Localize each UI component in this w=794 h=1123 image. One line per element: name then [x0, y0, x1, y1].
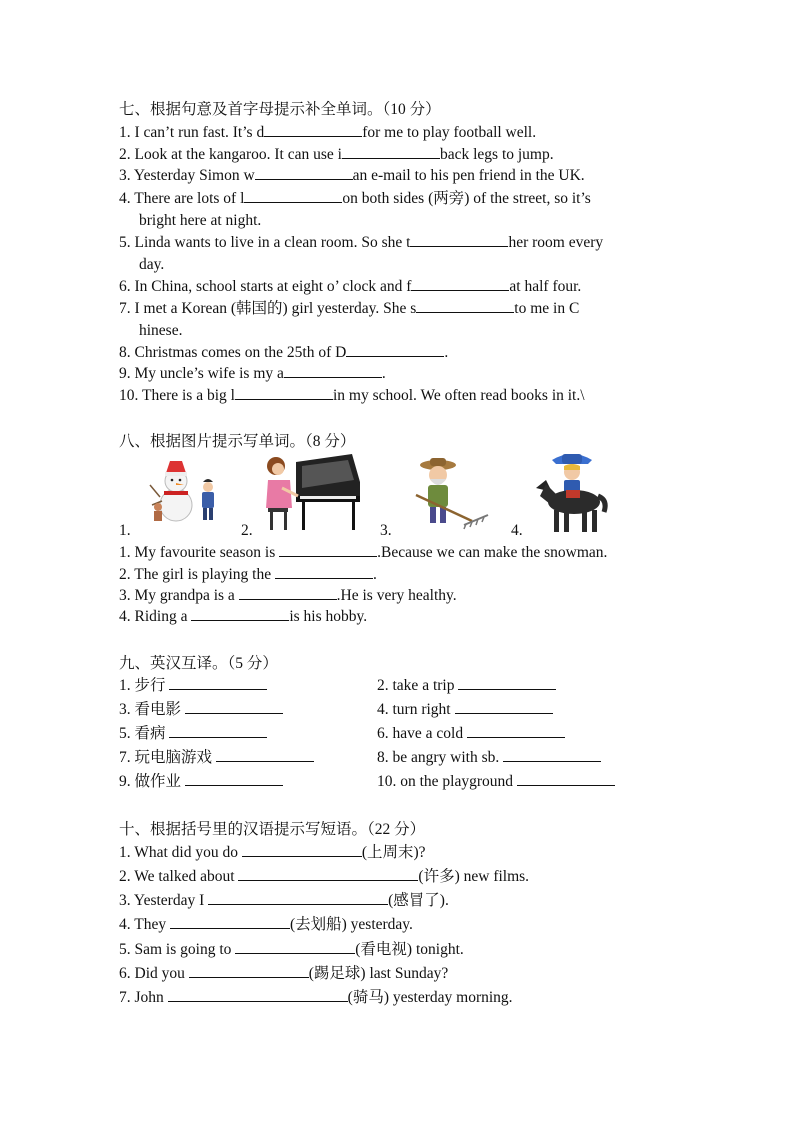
- s7-item-8: [119, 342, 448, 363]
- answer-blank[interactable]: [255, 165, 353, 180]
- answer-blank[interactable]: [416, 298, 514, 313]
- answer-blank[interactable]: [242, 842, 362, 857]
- s9-right-2: [377, 675, 556, 696]
- s7-item-5-pre: 5. Linda wants to live in a clean room. So she t: [119, 234, 411, 251]
- s10-item-1-post: (上周末)?: [361, 844, 426, 861]
- piano-girl-picture: [262, 452, 364, 534]
- s9-left-1: [119, 675, 267, 696]
- section10-title: 十、根据括号里的汉语提示写短语。（22 分）: [119, 821, 426, 838]
- s8-item-2: [119, 564, 377, 585]
- s7-item-5: [119, 232, 603, 253]
- answer-blank[interactable]: [264, 122, 362, 137]
- s7-item-8-pre: 8. Christmas comes on the 25th of D: [119, 344, 347, 361]
- s7-item-4: [119, 188, 591, 209]
- answer-blank[interactable]: [467, 723, 565, 738]
- s7-item-6-pre: 6. In China, school starts at eight o’ clock and f: [119, 278, 412, 295]
- s10-item-4-pre: 4. They: [119, 916, 170, 933]
- answer-blank[interactable]: [169, 675, 267, 690]
- s9-left-9-text: 9. 做作业: [119, 773, 185, 790]
- s7-item-9-post: .: [381, 365, 386, 382]
- s9-right-6-text: 6. have a cold: [377, 725, 467, 742]
- s10-item-7-pre: 7. John: [119, 989, 168, 1006]
- s10-item-2-post: (许多) new films.: [418, 868, 530, 885]
- s7-item-6-post: at half four.: [509, 278, 582, 295]
- answer-blank[interactable]: [279, 542, 377, 557]
- s8-item-1-pre: 1. My favourite season is: [119, 544, 280, 561]
- answer-blank[interactable]: [455, 699, 553, 714]
- s10-item-7: [119, 987, 513, 1008]
- s10-item-1-pre: 1. What did you do: [119, 844, 242, 861]
- s9-right-2-text: 2. take a trip: [377, 677, 459, 694]
- s7-item-9: [119, 363, 386, 384]
- s9-right-10-text: 10. on the playground: [377, 773, 517, 790]
- picture-number-3: 3.: [380, 522, 392, 539]
- s10-item-5-post: (看电视) tonight.: [355, 941, 464, 958]
- s7-item-3-pre: 3. Yesterday Simon w: [119, 167, 255, 184]
- s7-item-4-post: on both sides (两旁) of the street, so it’s: [342, 190, 591, 207]
- s10-item-7-post: (骑马) yesterday morning.: [347, 989, 513, 1006]
- s9-left-5: [119, 723, 267, 744]
- s8-item-2-pre: 2. The girl is playing the: [119, 566, 275, 583]
- answer-blank[interactable]: [238, 866, 418, 881]
- answer-blank[interactable]: [342, 144, 440, 159]
- answer-blank[interactable]: [503, 747, 601, 762]
- s9-right-10: [377, 771, 615, 792]
- s9-left-7-text: 7. 玩电脑游戏: [119, 749, 216, 766]
- answer-blank[interactable]: [284, 363, 382, 378]
- s8-item-4-post: is his hobby.: [289, 608, 368, 625]
- s9-left-7: [119, 747, 314, 768]
- s7-item-2-pre: 2. Look at the kangaroo. It can use i: [119, 146, 342, 163]
- answer-blank[interactable]: [517, 771, 615, 786]
- answer-blank[interactable]: [185, 699, 283, 714]
- answer-blank[interactable]: [208, 890, 388, 905]
- answer-blank[interactable]: [411, 276, 509, 291]
- s10-item-4: [119, 914, 413, 935]
- s7-item-2-post: back legs to jump.: [439, 146, 554, 163]
- snowman-picture: [146, 455, 228, 525]
- s8-item-1: [119, 542, 607, 563]
- s7-item-4-cont: bright here at night.: [139, 212, 262, 229]
- s9-left-3-text: 3. 看电影: [119, 701, 185, 718]
- answer-blank[interactable]: [168, 987, 348, 1002]
- s9-left-5-text: 5. 看病: [119, 725, 170, 742]
- s7-item-5-post: her room every: [508, 234, 604, 251]
- s7-item-4-pre: 4. There are lots of l: [119, 190, 245, 207]
- section7-title: 七、根据句意及首字母提示补全单词。（10 分）: [119, 101, 441, 118]
- answer-blank[interactable]: [170, 914, 290, 929]
- s9-left-9: [119, 771, 283, 792]
- horse-rider-picture: [532, 450, 612, 536]
- s7-item-7-cont: hinese.: [139, 322, 183, 339]
- s7-item-2: [119, 144, 554, 165]
- s10-item-5: [119, 939, 464, 960]
- answer-blank[interactable]: [235, 385, 333, 400]
- s7-item-1: [119, 122, 536, 143]
- s8-item-3-post: .He is very healthy.: [336, 587, 457, 604]
- answer-blank[interactable]: [185, 771, 283, 786]
- section8-title: 八、根据图片提示写单词。（8 分）: [119, 433, 356, 450]
- picture-number-1: 1.: [119, 522, 131, 539]
- s10-item-1: [119, 842, 426, 863]
- s7-item-5-cont: day.: [139, 256, 165, 273]
- s7-item-1-post: for me to play football well.: [362, 124, 537, 141]
- s10-item-5-pre: 5. Sam is going to: [119, 941, 236, 958]
- picture-number-4: 4.: [511, 522, 523, 539]
- farmer-picture: [406, 455, 490, 530]
- s10-item-4-post: (去划船) yesterday.: [289, 916, 413, 933]
- s10-item-2-pre: 2. We talked about: [119, 868, 239, 885]
- answer-blank[interactable]: [244, 188, 342, 203]
- picture-number-2: 2.: [241, 522, 253, 539]
- s7-item-3-post: an e-mail to his pen friend in the UK.: [352, 167, 585, 184]
- answer-blank[interactable]: [235, 939, 355, 954]
- answer-blank[interactable]: [191, 606, 289, 621]
- answer-blank[interactable]: [410, 232, 508, 247]
- s7-item-7-pre: 7. I met a Korean (韩国的) girl yesterday. She s: [119, 300, 417, 317]
- s10-item-2: [119, 866, 529, 887]
- s7-item-10: [119, 385, 585, 406]
- s7-item-9-pre: 9. My uncle’s wife is my a: [119, 365, 284, 382]
- s8-item-1-post: .Because we can make the snowman.: [377, 544, 608, 561]
- s10-item-6-post: (踢足球) last Sunday?: [308, 965, 449, 982]
- s7-item-1-pre: 1. I can’t run fast. It’s d: [119, 124, 265, 141]
- answer-blank[interactable]: [239, 585, 337, 600]
- s10-item-3: [119, 890, 449, 911]
- s7-item-6: [119, 276, 581, 297]
- s7-item-10-pre: 10. There is a big l: [119, 387, 235, 404]
- s9-left-1-text: 1. 步行: [119, 677, 170, 694]
- s7-item-7: [119, 298, 579, 319]
- s9-left-3: [119, 699, 283, 720]
- s10-item-3-pre: 3. Yesterday I: [119, 892, 209, 909]
- s8-item-2-post: .: [372, 566, 377, 583]
- section9-title: 九、英汉互译。（5 分）: [119, 655, 278, 672]
- answer-blank[interactable]: [458, 675, 556, 690]
- s8-item-4-pre: 4. Riding a: [119, 608, 192, 625]
- s7-item-3: [119, 165, 585, 186]
- s8-item-3-pre: 3. My grandpa is a: [119, 587, 239, 604]
- s9-right-8-text: 8. be angry with sb.: [377, 749, 504, 766]
- s10-item-3-post: (感冒了).: [388, 892, 449, 909]
- s7-item-8-post: .: [444, 344, 449, 361]
- answer-blank[interactable]: [216, 747, 314, 762]
- s9-right-4-text: 4. turn right: [377, 701, 455, 718]
- answer-blank[interactable]: [346, 342, 444, 357]
- s7-item-7-post: to me in C: [514, 300, 580, 317]
- s7-item-10-post: in my school. We often read books in it.\: [332, 387, 585, 404]
- s10-item-6: [119, 963, 448, 984]
- answer-blank[interactable]: [189, 963, 309, 978]
- answer-blank[interactable]: [275, 564, 373, 579]
- s9-right-8: [377, 747, 601, 768]
- s9-right-6: [377, 723, 565, 744]
- s10-item-6-pre: 6. Did you: [119, 965, 189, 982]
- answer-blank[interactable]: [169, 723, 267, 738]
- s9-right-4: [377, 699, 553, 720]
- s8-item-4: [119, 606, 367, 627]
- s8-item-3: [119, 585, 457, 606]
